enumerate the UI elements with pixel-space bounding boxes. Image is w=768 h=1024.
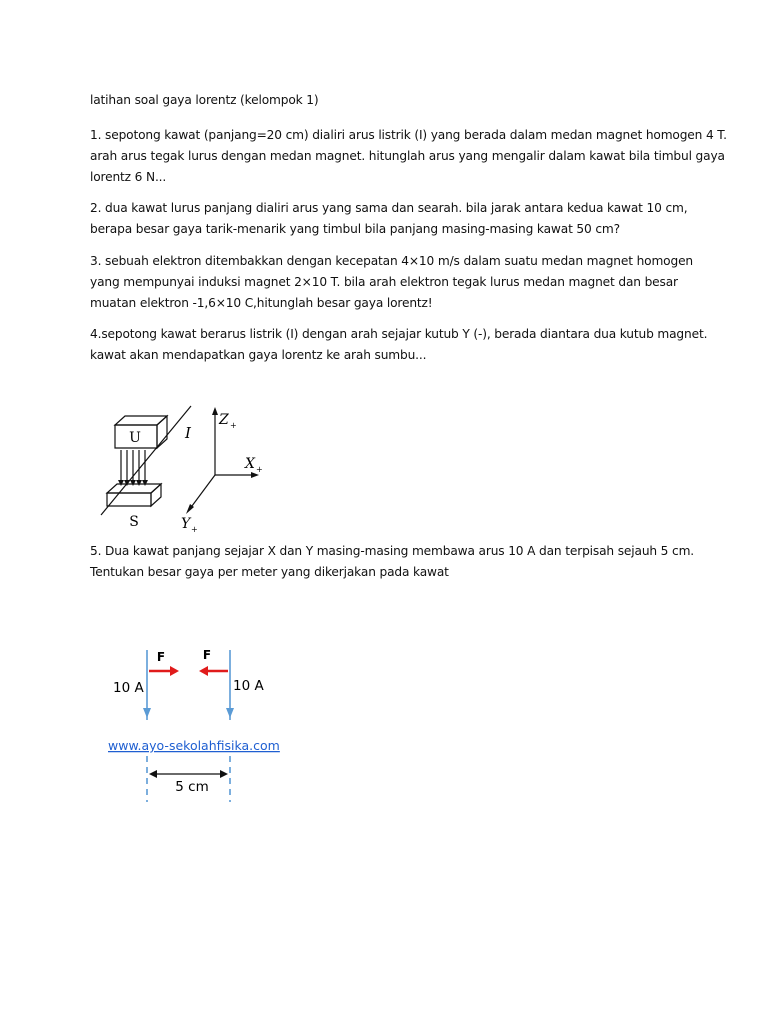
parallel-wires-figure: [100, 640, 300, 805]
question-3: [90, 251, 693, 314]
website-link[interactable]: www.ayo-sekolahfisika.com: [108, 738, 280, 753]
question-4: [90, 324, 708, 366]
question-line: yang mempunyai induksi magnet 2×10 T. bila arah elektron tegak lurus medan magnet dan besar: [90, 275, 678, 289]
current-right-label: 10 A: [233, 678, 264, 694]
current-label: I: [185, 424, 191, 442]
question-line: Tentukan besar gaya per meter yang dikerjakan pada kawat: [90, 565, 449, 579]
question-line: 4.sepotong kawat berarus listrik (I) dengan arah sejajar kutub Y (-), berada diantara dua kutub magnet.: [90, 327, 708, 341]
question-line: muatan elektron -1,6×10 C,hitunglah besar gaya lorentz!: [90, 296, 433, 310]
axis-y-sub: +: [191, 525, 198, 534]
question-line: 1. sepotong kawat (panjang=20 cm) dialiri arus listrik (I) yang berada dalam medan magnet homogen 4 T.: [90, 128, 727, 142]
question-2: [90, 198, 690, 240]
question-line: kawat akan mendapatkan gaya lorentz ke arah sumbu...: [90, 348, 427, 362]
distance-label: 5 cm: [175, 779, 209, 795]
title-text: latihan soal gaya lorentz (kelompok 1): [90, 93, 319, 107]
axis-y-label: Y: [181, 516, 191, 532]
question-line: lorentz 6 N...: [90, 170, 167, 184]
question-line: 3. sebuah elektron ditembakkan dengan kecepatan 4×10 m/s dalam suatu medan magnet homogen: [90, 254, 693, 268]
current-left-label: 10 A: [113, 680, 144, 696]
question-1: [90, 125, 727, 188]
page-title: [90, 90, 690, 111]
question-line: 5. Dua kawat panjang sejajar X dan Y masing-masing membawa arus 10 A dan terpisah sejauh 5 cm.: [90, 544, 695, 558]
axis-z-sub: +: [230, 421, 237, 430]
pole-north-label: U: [129, 430, 141, 446]
question-5: [90, 541, 695, 583]
axis-x-sub: +: [256, 465, 263, 474]
magnet-axes-figure: [95, 400, 275, 535]
question-line: 2. dua kawat lurus panjang dialiri arus yang sama dan searah. bila jarak antara kedua kawat 10 cm,: [90, 201, 688, 215]
question-line: berapa besar gaya tarik-menarik yang timbul bila panjang masing-masing kawat 50 cm?: [90, 222, 620, 236]
axis-z-label: Z: [219, 412, 229, 428]
question-line: arah arus tegak lurus dengan medan magnet. hitunglah arus yang mengalir dalam kawat bila timbul gaya: [90, 149, 725, 163]
force-right-label: F: [202, 648, 212, 662]
axis-x-label: X: [245, 456, 255, 472]
force-left-label: F: [156, 650, 166, 664]
pole-south-label: S: [129, 514, 139, 530]
